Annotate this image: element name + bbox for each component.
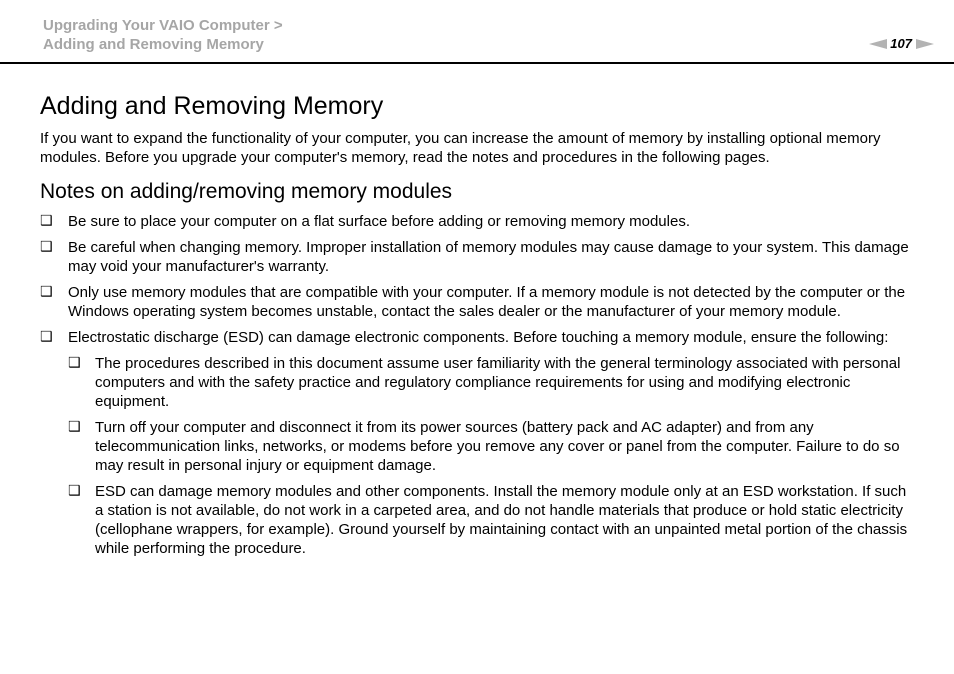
intro-paragraph: If you want to expand the functionality of your computer, you can increase the amount of memory by installing optional memory modules. Before you upgrade your computer's memory, read the notes and procedures in the following pages.	[40, 130, 881, 166]
list-item-text: Be sure to place your computer on a flat surface before adding or removing memory modules.	[68, 213, 690, 230]
checkbox-bullet-icon: ❑	[40, 213, 53, 229]
list-item	[40, 212, 915, 231]
breadcrumb-section[interactable]: Adding and Removing Memory	[43, 36, 264, 53]
list-item	[40, 283, 915, 321]
section-title: Notes on adding/removing memory modules	[40, 180, 453, 203]
main-content	[40, 90, 915, 558]
checkbox-bullet-icon: ❑	[68, 483, 81, 499]
list-item-text: Electrostatic discharge (ESD) can damage electronic components. Before touching a memory module, ensure the following:	[68, 329, 889, 346]
page-navigation	[869, 36, 934, 51]
sublist-item	[68, 482, 915, 558]
checkbox-bullet-icon: ❑	[40, 239, 53, 255]
list-item	[40, 328, 915, 558]
sublist-item-text: The procedures described in this document assume user familiarity with the general terminology associated with personal computers and with the safety practice and regulatory compliance requirements for using and modifying electronic equipment.	[95, 355, 901, 410]
notes-list	[40, 212, 915, 558]
checkbox-bullet-icon: ❑	[68, 419, 81, 435]
sublist-item	[68, 418, 915, 475]
sublist-item	[68, 354, 915, 411]
arrow-right-icon[interactable]	[916, 39, 934, 49]
page-number: 107	[890, 36, 912, 51]
checkbox-bullet-icon: ❑	[40, 284, 53, 300]
checkbox-bullet-icon: ❑	[40, 329, 53, 345]
breadcrumb	[43, 16, 283, 54]
checkbox-bullet-icon: ❑	[68, 355, 81, 371]
list-item-text: Be careful when changing memory. Improper installation of memory modules may cause damage to your system. This damage may void your manufacturer's warranty.	[68, 239, 909, 275]
header-divider	[0, 62, 954, 64]
page-title: Adding and Removing Memory	[40, 92, 384, 120]
esd-sublist	[68, 354, 915, 558]
arrow-left-icon[interactable]	[869, 39, 887, 49]
list-item-text: Only use memory modules that are compatible with your computer. If a memory module is not detected by the computer or the Windows operating system becomes unstable, contact the sales dealer or the manufacturer of your memory module.	[68, 284, 906, 320]
list-item	[40, 238, 915, 276]
breadcrumb-chapter[interactable]: Upgrading Your VAIO Computer >	[43, 17, 283, 34]
sublist-item-text: Turn off your computer and disconnect it from its power sources (battery pack and AC adapter) and from any telecommunication links, networks, or modems before you remove any cover or panel from the computer. Failure to do so may result in personal injury or equipment damage.	[95, 419, 900, 474]
sublist-item-text: ESD can damage memory modules and other components. Install the memory module only at an ESD workstation. If such a station is not available, do not work in a carpeted area, and do not handle materials that produce or hold static electricity (cellophane wrappers, for example). Ground yourself by maintaining contact with an unpainted metal portion of the chassis while performing the procedure.	[95, 483, 908, 557]
